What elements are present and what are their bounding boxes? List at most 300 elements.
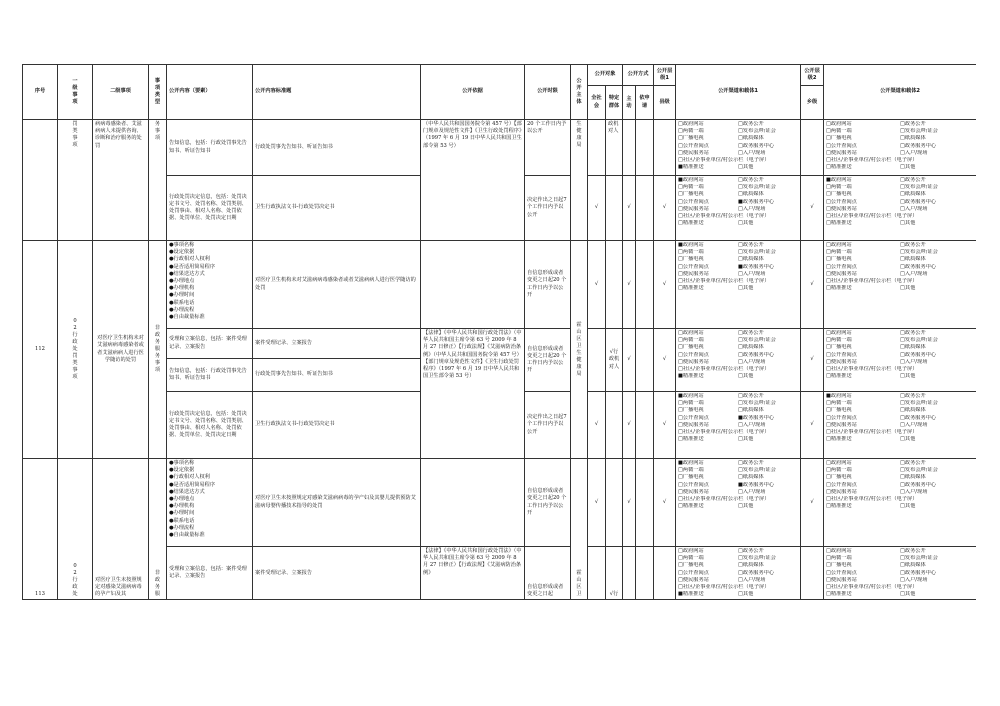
channel-option: □便民服务站 [826, 576, 857, 583]
row112-a-time: 自信息形成或者变更之日起20 个工作日内予以公开 [525, 241, 571, 329]
channel-option: □便民服务站 [678, 149, 709, 156]
channel-option: □精准推送 [826, 220, 852, 227]
table-row [23, 547, 977, 600]
channel-option: ■政务服务中心 [738, 198, 775, 205]
channel-option: □广播电视 [826, 474, 852, 481]
channel-option: □入户/现场 [738, 358, 766, 365]
row112-bc-active: √ [623, 329, 636, 392]
row113-a-target-all: √ [588, 459, 606, 547]
channel-option: □便民服务站 [826, 358, 857, 365]
channel-option: □精准推送 [678, 503, 704, 510]
channel-option: □公开查阅点 [678, 142, 709, 149]
channel-option: □政务服务中心 [900, 351, 937, 358]
channel-option: □两微一端 [826, 249, 852, 256]
row112-d-ch2 [824, 392, 976, 459]
row113-a-target-specific [606, 459, 623, 547]
row112-a-ch1 [676, 241, 801, 329]
header-type: 事项类型 [149, 65, 167, 120]
channel-option: □政务公开 [738, 460, 764, 466]
channel-option: □精准推送 [826, 285, 852, 292]
row112-d-ch1 [676, 392, 801, 459]
channel-option: □政务服务中心 [738, 569, 775, 576]
channel-option: □广播电视 [678, 474, 704, 481]
row112-d-target-specific [606, 392, 623, 459]
row113-b-target-all [588, 547, 606, 600]
channel-option: □其他 [738, 373, 754, 380]
table-row [23, 241, 977, 329]
channel-option: □两微一端 [678, 467, 704, 474]
channel-option: □入户/现场 [900, 576, 928, 583]
row112-d-time: 决定作出之日起7个工作日内予以公开 [525, 392, 571, 459]
channel-option: □其他 [900, 373, 916, 380]
row112-seq: 112 [23, 241, 58, 459]
row112-d-county: √ [654, 392, 676, 459]
row0-a-target-specific: 政机对人 [606, 120, 623, 176]
channel-option: □便民服务站 [678, 576, 709, 583]
row112-c-content: 告知信息，包括：行政处罚事先告知书、听证告知书 [167, 359, 253, 392]
bullet-item: ●办理机构 [169, 503, 195, 510]
channel-option: ■政务服务中心 [738, 481, 775, 488]
channel-option: □入户/现场 [738, 576, 766, 583]
channel-option: □其他 [900, 503, 916, 510]
channel-option: □便民服务站 [678, 488, 709, 495]
header-level1-county: 县级 [654, 86, 676, 120]
row0-b-title: 卫生行政执法文书-行政处罚决定书 [253, 176, 421, 241]
bullet-item: ●行政相对人权利 [169, 256, 210, 263]
channel-option: □纸质媒体 [738, 474, 764, 481]
bullet-item: ●联系电话 [169, 299, 195, 306]
channel-option: □纸质媒体 [900, 256, 926, 263]
row0-a-content: 告知信息，包括：行政处罚事先告知书、听证告知书 [167, 120, 253, 176]
channel-option: □政务公开 [738, 548, 764, 554]
row113-b-target-specific: √行 [606, 547, 623, 600]
channel-option: □政府网站 [826, 330, 852, 336]
row112-d-content: 行政处罚决定信息，包括：处罚决定书文号、处罚名称、处罚类别、处罚事由、相对人名称、处罚依据、处罚单位、处罚决定日期 [167, 392, 253, 459]
row113-level2: 对医疗卫生未按照规定对感染艾滋病病毒的孕产妇及其 [93, 459, 149, 600]
channel-option: □发布会/听证会 [900, 555, 938, 562]
row0-a-request [636, 120, 654, 176]
row0-b-ch1 [676, 176, 801, 241]
channel-option: □政府网站 [678, 548, 704, 554]
channel-option: □入户/现场 [738, 149, 766, 156]
row112-bc-ch1 [676, 329, 801, 392]
channel-option: □社区/企事业单位/村公示栏（电子屏） [678, 429, 770, 436]
bullet-item: ●办理流程 [169, 524, 195, 531]
row0-type: 务事项 [149, 120, 167, 241]
channel-option: □社区/企事业单位/村公示栏（电子屏） [678, 157, 770, 164]
disclosure-table [22, 64, 976, 600]
channel-option: □广播电视 [678, 562, 704, 569]
header-method-active: 主动 [623, 86, 636, 120]
channel-option: □纸质媒体 [738, 562, 764, 569]
bullet-item: ●设定依据 [169, 467, 195, 474]
row0-b-county: √ [654, 176, 676, 241]
row0-a-town [801, 120, 824, 176]
row113-b-county [654, 547, 676, 600]
channel-option: □便民服务站 [826, 205, 857, 212]
channel-option: □政府网站 [826, 121, 852, 127]
channel-option: □社区/企事业单位/村公示栏（电子屏） [826, 496, 918, 503]
channel-option: □其他 [900, 436, 916, 443]
channel-option: □入户/现场 [900, 149, 928, 156]
channel-option: □发布会/听证会 [738, 400, 776, 407]
row113-a-time: 自信息形成或者变更之日起20 个工作日内予以公开 [525, 459, 571, 547]
channel-option: □纸质媒体 [900, 474, 926, 481]
disclosure-table-sheet [22, 64, 976, 622]
header-basis: 公开依据 [421, 65, 525, 120]
row0-b-content: 行政处罚决定信息，包括：处罚决定书文号、处罚名称、处罚类别、处罚事由、相对人名称、处罚依据、处罚单位、处罚决定日期 [167, 176, 253, 241]
channel-option: □发布会/听证会 [738, 128, 776, 135]
channel-option: □其他 [900, 285, 916, 292]
row112-c-time: 自信息形成或者变更之日起20 个工作日内予以公开 [525, 329, 571, 392]
channel-option: □精准推送 [826, 591, 852, 598]
channel-option: □精准推送 [678, 220, 704, 227]
row112-d-request [636, 392, 654, 459]
row0-a-ch1 [676, 120, 801, 176]
channel-option: □发布会/听证会 [738, 555, 776, 562]
channel-option: ■政府网站 [678, 177, 704, 183]
channel-option: □其他 [900, 591, 916, 598]
row112-type: 非政务服务事项 [149, 241, 167, 459]
channel-option: □发布会/听证会 [900, 249, 938, 256]
channel-option: □便民服务站 [678, 358, 709, 365]
channel-option: □政务公开 [738, 121, 764, 127]
channel-option: ■政府网站 [826, 177, 852, 183]
channel-option: □政务公开 [900, 460, 926, 466]
row0-a-county [654, 120, 676, 176]
channel-option: □两微一端 [826, 337, 852, 344]
row112-d-active: √ [623, 392, 636, 459]
channel-option: □发布会/听证会 [738, 184, 776, 191]
channel-option: □两微一端 [678, 400, 704, 407]
channel-option: □政务服务中心 [738, 142, 775, 149]
row0-a-target-all [588, 120, 606, 176]
row113-subject: 霍山区卫 [571, 459, 588, 600]
channel-option: □两微一端 [678, 337, 704, 344]
channel-option: □其他 [738, 220, 754, 227]
row0-level2: 病病毒感染者、艾滋病病人未提供咨询、诊断和治疗服务的处罚 [93, 120, 149, 241]
bullet-item: ●设定依据 [169, 249, 195, 256]
row113-level1: 02行政处 [58, 459, 93, 600]
channel-option: □政务公开 [900, 393, 926, 399]
bullet-item: ●是否适用简易程序 [169, 263, 216, 270]
channel-option: □便民服务站 [826, 488, 857, 495]
channel-option: ■政务服务中心 [738, 414, 775, 421]
channel-option: □政务服务中心 [900, 569, 937, 576]
channel-option: □其他 [900, 164, 916, 171]
channel-option: □两微一端 [826, 400, 852, 407]
channel-option: □入户/现场 [738, 270, 766, 277]
header-channel1: 公开渠道和载体1 [676, 65, 801, 120]
row113-b-request [636, 547, 654, 600]
header-channel2: 公开渠道和载体2 [824, 65, 976, 120]
row113-a-request [636, 459, 654, 547]
row0-seq [23, 120, 58, 241]
row112-d-target-all: √ [588, 392, 606, 459]
channel-option: □政务公开 [900, 548, 926, 554]
row112-a-target-specific [606, 241, 623, 329]
channel-option: □其他 [738, 164, 754, 171]
channel-option: □社区/企事业单位/村公示栏（电子屏） [826, 213, 918, 220]
channel-option: □精准推送 [678, 285, 704, 292]
channel-option: □社区/企事业单位/村公示栏（电子屏） [826, 157, 918, 164]
channel-option: ■政府网站 [826, 393, 852, 399]
row0-level1: 罚类事项 [58, 120, 93, 241]
channel-option: □纸质媒体 [900, 135, 926, 142]
row113-a-basis [421, 459, 525, 547]
channel-option: □纸质媒体 [738, 256, 764, 263]
channel-option: □政务服务中心 [900, 198, 937, 205]
header-time: 公开时限 [525, 65, 571, 120]
table-header [23, 65, 977, 120]
channel-option: □其他 [738, 503, 754, 510]
table-row [23, 120, 977, 176]
row112-bc-county: √ [654, 329, 676, 392]
row0-b-town: √ [801, 176, 824, 241]
channel-option: □公开查阅点 [826, 198, 857, 205]
channel-option: □社区/企事业单位/村公示栏（电子屏） [678, 278, 770, 285]
channel-option: □精准推送 [826, 436, 852, 443]
channel-option: □社区/企事业单位/村公示栏（电子屏） [826, 278, 918, 285]
channel-option: □政府网站 [678, 330, 704, 336]
row0-a-active [623, 120, 636, 176]
bullet-item: ●办理流程 [169, 306, 195, 313]
row112-bc-town: √ [801, 329, 824, 392]
channel-option: □两微一端 [826, 128, 852, 135]
channel-option: ■政府网站 [678, 460, 704, 466]
row112-a-ch2 [824, 241, 976, 329]
channel-option: □公开查阅点 [826, 351, 857, 358]
channel-option: □公开查阅点 [826, 569, 857, 576]
channel-option: □政府网站 [678, 121, 704, 127]
row0-subject: 生健康局 [571, 120, 588, 241]
channel-option: □政务公开 [900, 177, 926, 183]
channel-option: □政务服务中心 [900, 142, 937, 149]
channel-option: □两微一端 [826, 184, 852, 191]
row113-a-active: √ [623, 459, 636, 547]
row0-b-target-specific [606, 176, 623, 241]
channel-option: □广播电视 [678, 135, 704, 142]
channel-option: □两微一端 [678, 128, 704, 135]
channel-option: ■政务服务中心 [738, 263, 775, 270]
row112-d-town: √ [801, 392, 824, 459]
row112-c-title: 行政处罚事先告知书、听证告知书 [253, 359, 421, 392]
header-level2-town: 乡级 [801, 86, 824, 120]
channel-option: □政务公开 [738, 177, 764, 183]
channel-option: □政府网站 [826, 548, 852, 554]
channel-option: □社区/企事业单位/村公示栏（电子屏） [826, 584, 918, 591]
channel-option: □精准推送 [826, 164, 852, 171]
row112-bc-target-all [588, 329, 606, 392]
row113-a-ch2 [824, 459, 976, 547]
bullet-item: ●办理时间 [169, 292, 195, 299]
channel-option: □公开查阅点 [678, 351, 709, 358]
table-row [23, 329, 977, 359]
bullet-item: ●自由裁量标准 [169, 532, 205, 539]
channel-option: □发布会/听证会 [900, 184, 938, 191]
channel-option: □两微一端 [826, 555, 852, 562]
row0-b-ch2 [824, 176, 976, 241]
channel-option: ■精准推送 [678, 591, 704, 598]
row112-b-title: 案件受理记录、立案报告 [253, 329, 421, 359]
channel-option: □发布会/听证会 [900, 400, 938, 407]
channel-option: □发布会/听证会 [900, 337, 938, 344]
channel-option: □公开查阅点 [678, 481, 709, 488]
channel-option: ■精准推送 [678, 373, 704, 380]
channel-option: □发布会/听证会 [900, 128, 938, 135]
channel-option: □发布会/听证会 [738, 467, 776, 474]
channel-option: □广播电视 [826, 256, 852, 263]
row112-a-target-all: √ [588, 241, 606, 329]
row112-level1: 02行政处罚类事项 [58, 241, 93, 459]
channel-option: □政务服务中心 [900, 414, 937, 421]
channel-option: □其他 [738, 436, 754, 443]
header-target-specific: 特定群体 [606, 86, 623, 120]
channel-option: □纸质媒体 [900, 407, 926, 414]
header-seq: 序号 [23, 65, 58, 120]
channel-option: □政府网站 [826, 460, 852, 466]
channel-option: □两微一端 [678, 184, 704, 191]
channel-option: □公开查阅点 [678, 569, 709, 576]
channel-option: □两微一端 [678, 555, 704, 562]
row0-a-time: 20 个工作日内予以公开 [525, 120, 571, 176]
row113-b-active [623, 547, 636, 600]
row113-b-content: 受理和立案信息，包括：案件受理记录、立案报告 [167, 547, 253, 600]
channel-option: □便民服务站 [678, 421, 709, 428]
channel-option: □广播电视 [826, 562, 852, 569]
channel-option: □入户/现场 [900, 421, 928, 428]
channel-option: □社区/企事业单位/村公示栏（电子屏） [678, 213, 770, 220]
channel-option: □入户/现场 [900, 488, 928, 495]
channel-option: □广播电视 [826, 407, 852, 414]
row113-b-town [801, 547, 824, 600]
channel-option: □入户/现场 [900, 358, 928, 365]
channel-option: □广播电视 [826, 344, 852, 351]
channel-option: □公开查阅点 [826, 481, 857, 488]
row0-b-target-all: √ [588, 176, 606, 241]
bullet-item: ●结果送达方式 [169, 270, 205, 277]
row113-a-content [167, 459, 253, 547]
channel-option: □精准推送 [826, 373, 852, 380]
row112-bc-request [636, 329, 654, 392]
channel-option: □社区/企事业单位/村公示栏（电子屏） [826, 429, 918, 436]
channel-option: □纸质媒体 [900, 344, 926, 351]
row0-basis: （中华人民共和国国务院令第 457 号）【部门规章及规范性文件】《卫生行政处罚程序》（1997 年 6 月 19 日中华人民共和国卫生部令第 53 号） [421, 120, 525, 241]
header-target-all: 全社会 [588, 86, 606, 120]
channel-option: □便民服务站 [826, 270, 857, 277]
channel-option: □入户/现场 [900, 205, 928, 212]
row0-a-title: 行政处罚事先告知书、听证告知书 [253, 120, 421, 176]
bullet-item: ●行政相对人权利 [169, 474, 210, 481]
row112-a-content [167, 241, 253, 329]
channel-option: □其他 [738, 591, 754, 598]
channel-option: □便民服务站 [678, 205, 709, 212]
channel-option: □其他 [738, 285, 754, 292]
channel-option: □社区/企事业单位/村公示栏（电子屏） [826, 366, 918, 373]
channel-option: □便民服务站 [826, 421, 857, 428]
channel-option: □社区/企事业单位/村公示栏（电子屏） [678, 584, 770, 591]
row112-a-county: √ [654, 241, 676, 329]
bullet-item: ●办理时间 [169, 510, 195, 517]
bullet-item: ●是否适用简易程序 [169, 481, 216, 488]
channel-option: □社区/企事业单位/村公示栏（电子屏） [678, 366, 770, 373]
channel-option: □政府网站 [826, 242, 852, 248]
channel-option: □纸质媒体 [738, 135, 764, 142]
channel-option: □政务服务中心 [738, 351, 775, 358]
channel-option: □公开查阅点 [826, 263, 857, 270]
header-method: 公开方式 [623, 65, 654, 86]
header-content: 公开内容（要素） [167, 65, 253, 120]
row112-a-active: √ [623, 241, 636, 329]
row112-a-town: √ [801, 241, 824, 329]
row0-b-active: √ [623, 176, 636, 241]
row113-b-time: 自信息形成或者变更之日起 [525, 547, 571, 600]
channel-option: □便民服务站 [826, 149, 857, 156]
channel-option: □广播电视 [678, 407, 704, 414]
channel-option: □便民服务站 [678, 270, 709, 277]
row113-type: 非政务服 [149, 459, 167, 600]
row112-a-title: 对医疗卫生机构未对艾滋病病毒感染者或者艾滋病病人进行医学随访的处罚 [253, 241, 421, 329]
channel-option: □其他 [900, 220, 916, 227]
row113-b-ch1 [676, 547, 801, 600]
row113-a-title: 对医疗卫生未按照规定对感染艾滋病病毒的孕产妇及其婴儿提供预防艾滋病母婴传播技术指导的处罚 [253, 459, 421, 547]
row113-b-title: 案件受理记录、立案报告 [253, 547, 421, 600]
header-level2: 二级事项 [93, 65, 149, 120]
channel-option: □广播电视 [678, 191, 704, 198]
row112-d-title: 卫生行政执法文书-行政处罚决定书 [253, 392, 421, 459]
channel-option: □政务公开 [738, 242, 764, 248]
channel-option: □政务服务中心 [900, 263, 937, 270]
header-level1: 一级事项 [58, 65, 93, 120]
header-subject: 公开主体 [571, 65, 588, 120]
channel-option: □入户/现场 [900, 270, 928, 277]
row112-basis: 【法律】《中华人民共和国行政处罚法》（中华人民共和国主席令第 63 号 2009 年 8 月 27 日修正）【行政法规】《艾滋病防治条例》（中华人民共和国国务院令第 457 号）【部门规章及规范性文件】《卫生行政处罚程序》（1997 年 6 月 19 日中华人民共和国卫生部令第 53 号） [421, 329, 525, 459]
row112-level2: 对医疗卫生机构未对艾滋病病毒感染者或者艾滋病病人进行医学随访的处罚 [93, 241, 149, 459]
channel-option: □发布会/听证会 [900, 467, 938, 474]
channel-option: □公开查阅点 [678, 414, 709, 421]
channel-option: □入户/现场 [738, 205, 766, 212]
channel-option: □纸质媒体 [738, 407, 764, 414]
row112-a-request [636, 241, 654, 329]
row112-b-content: 受理和立案信息，包括：案件受理记录、立案报告 [167, 329, 253, 359]
channel-option: □政务公开 [900, 330, 926, 336]
channel-option: □精准推送 [678, 436, 704, 443]
channel-option: □公开查阅点 [678, 198, 709, 205]
row112-subject: 霍山区卫生健康局 [571, 241, 588, 459]
channel-option: □公开查阅点 [826, 414, 857, 421]
bullet-item: ●办理机构 [169, 285, 195, 292]
bullet-item: ●办理地点 [169, 278, 195, 285]
header-target: 公开对象 [588, 65, 623, 86]
row113-a-county: √ [654, 459, 676, 547]
channel-option: □发布会/听证会 [738, 337, 776, 344]
channel-option: □广播电视 [826, 135, 852, 142]
channel-option: ■精准推送 [678, 164, 704, 171]
row113-a-ch1 [676, 459, 801, 547]
channel-option: □政务公开 [900, 242, 926, 248]
channel-option: □入户/现场 [738, 488, 766, 495]
channel-option: □政务公开 [900, 121, 926, 127]
channel-option: □入户/现场 [738, 421, 766, 428]
bullet-item: ●办理地点 [169, 496, 195, 503]
header-level1-pub: 公开层级1 [654, 65, 676, 86]
row112-bc-ch2 [824, 329, 976, 392]
row113-seq: 113 [23, 459, 58, 600]
channel-option: ■政府网站 [678, 242, 704, 248]
bullet-item: ●事项名称 [169, 242, 195, 248]
row112-bc-target-specific: √行政机对人 [606, 329, 623, 392]
channel-option: □政务服务中心 [900, 481, 937, 488]
